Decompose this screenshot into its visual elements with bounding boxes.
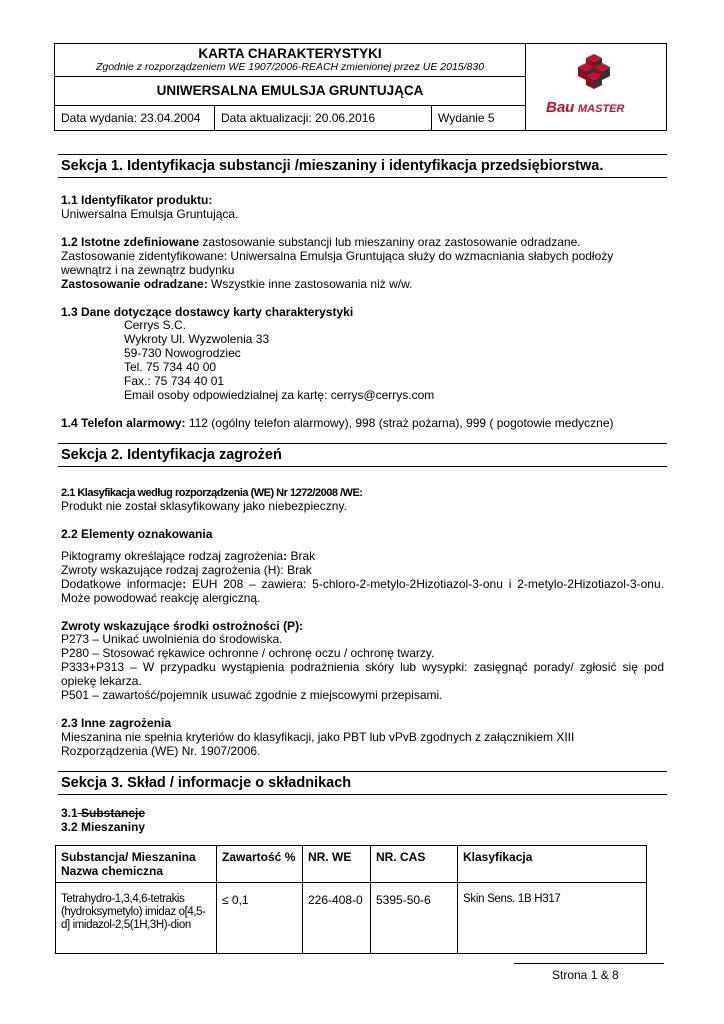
- document-title: KARTA CHARAKTERYSTYKI: [198, 46, 382, 61]
- page-number: Strona 1 & 8: [552, 968, 619, 982]
- s1-2-heading: 1.2 Istotne zdefiniowane: [61, 235, 200, 249]
- cell-substance: Tetrahydro-1,3,4,6-tetrakis (hydroksymetylo) imidaz o[4,5-d] imidazol-2,5(1H,3H)-dion: [56, 883, 217, 954]
- s3-1-struck-label: Substancje: [77, 806, 146, 820]
- logo-master-text: MASTER: [578, 103, 625, 115]
- supplier-phone: Tel. 75 734 40 00: [124, 360, 217, 374]
- th-substance: Substancja/ Mieszanina Nazwa chemiczna: [56, 846, 217, 883]
- s2-3-text: Mieszanina nie spełnia kryteriów do klasyfikacji, jako PBT lub vPvB zgodnych z załącznikiem XIII Rozporządzenia (WE) Nr. 1907/2006.: [61, 730, 575, 758]
- header-dates-row: [55, 106, 525, 130]
- baumaster-logo: [526, 44, 666, 130]
- regulation-subtitle: Zgodnie z rozporządzeniem WE 1907/2006-REACH zmienionej przez UE 2015/830: [95, 61, 485, 73]
- s1-2-discouraged-heading: Zastosowanie odradzane:: [61, 277, 208, 291]
- baumaster-cubes-icon: [526, 44, 666, 130]
- s1-1-heading: 1.1 Identyfikator produktu:: [61, 193, 213, 207]
- additional-info-value: EUH 208 – zawiera: 5-chloro-2-metylo-2Hizotiazol-3-onu i 2-metylo-2Hizotiazol-3-onu. Może powodować reakcję alergiczną.: [61, 577, 664, 605]
- s2-1-text: Produkt nie został sklasyfikowany jako niebezpieczny.: [61, 499, 347, 513]
- supplier-fax: Fax.: 75 734 40 01: [124, 374, 225, 388]
- cell-content: ≤ 0,1: [217, 883, 303, 954]
- p333-p313-statement: P333+P313 – W przypadku wystąpienia podrażnienia skóry lub wysypki: zasięgnąć porady/ zgłosić się pod opiekę lekarza.: [61, 660, 664, 688]
- cell-cas-number: 5395-50-6: [371, 883, 458, 954]
- edition: Wydanie 5: [438, 111, 495, 125]
- s1-2-text: zastosowanie substancji lub mieszaniny oraz zastosowanie odradzane.: [199, 235, 581, 249]
- cell-classification: Skin Sens. 1B H317: [458, 883, 647, 954]
- th-content: Zawartość %: [217, 846, 303, 883]
- document-header: [54, 43, 667, 131]
- p273-statement: P273 – Unikać uwolnienia do środowiska.: [61, 632, 283, 646]
- s2-2-heading: 2.2 Elementy oznakowania: [61, 527, 213, 541]
- th-classification: Klasyfikacja: [458, 846, 647, 883]
- additional-info-line: Dodatkowe informacje: EUH 208 – zawiera: 5-chloro-2-metylo-2Hizotiazol-3-onu i 2-metylo-2Hizotiazol-3-onu. Może powodować reakcję alergiczną.: [61, 577, 664, 605]
- s2-3-heading: 2.3 Inne zagrożenia: [61, 716, 172, 730]
- hazard-statements: Zwroty wskazujące rodzaj zagrożenia (H): Brak: [61, 563, 312, 577]
- footer-divider: [514, 963, 664, 964]
- pictograms-line: Piktogramy określające rodzaj zagrożenia: Brak: [61, 549, 316, 563]
- th-ec-number: NR. WE: [303, 846, 371, 883]
- logo-bau-text: Bau: [546, 99, 575, 116]
- section-3-title: Sekcja 3. Skład / informacje o składnikach: [58, 771, 667, 795]
- s3-1-number: 3.1: [61, 806, 78, 820]
- section-2-title: Sekcja 2. Identyfikacja zagrożeń: [58, 443, 667, 467]
- update-date: Data aktualizacji: 20.06.2016: [215, 106, 432, 130]
- s3-1-heading: [61, 806, 664, 820]
- issue-date: Data wydania: 23.04.2004: [55, 106, 215, 130]
- pictograms-value: Brak: [287, 549, 316, 563]
- section-1-title: Sekcja 1. Identyfikacja substancji /mieszaniny i identyfikacja przedsiębiorstwa.: [58, 154, 667, 178]
- s1-2-identified-use-cont: wewnątrz i na zewnątrz budynku: [61, 263, 235, 277]
- s3-2-heading: 3.2 Mieszaniny: [61, 820, 146, 834]
- s2-1-heading: 2.1 Klasyfikacja według rozporządzenia (WE) Nr 1272/2008 /WE:: [61, 487, 363, 499]
- s1-2-discouraged-line: [61, 277, 664, 291]
- supplier-email: Email osoby odpowiedzialnej za kartę: cerrys@cerrys.com: [124, 388, 435, 402]
- p501-statement: P501 – zawartość/pojemnik usuwać zgodnie z miejscowymi przepisami.: [61, 688, 443, 702]
- supplier-postal: 59-730 Nowogrodziec: [124, 346, 241, 360]
- th-cas-number: NR. CAS: [371, 846, 458, 883]
- s1-3-heading: 1.3 Dane dotyczące dostawcy karty charakterystyki: [61, 305, 354, 319]
- mixture-table: [55, 845, 647, 954]
- s1-4-heading: 1.4 Telefon alarmowy:: [61, 416, 186, 430]
- precautionary-heading: Zwroty wskazujące środki ostrożności (P):: [61, 619, 304, 633]
- s1-4-text: 112 (ogólny telefon alarmowy), 998 (straż pożarna), 999 ( pogotowie medyczne): [185, 416, 614, 430]
- product-name: UNIWERSALNA EMULSJA GRUNTUJĄCA: [55, 77, 525, 106]
- p280-statement: P280 – Stosować rękawice ochronne / ochronę oczu / ochronę twarzy.: [61, 646, 435, 660]
- table-row: [56, 883, 647, 954]
- s1-4-line: [61, 416, 664, 430]
- s1-2-line: [61, 235, 664, 249]
- header-title-row: [55, 44, 525, 77]
- s1-2-discouraged-text: Wszystkie inne zastosowania niż w/w.: [207, 277, 413, 291]
- table-header-row: [56, 846, 647, 883]
- header-text-area: [55, 44, 526, 130]
- pictograms-label: Piktogramy określające rodzaj zagrożenia: [61, 549, 284, 563]
- s1-2-identified-use: Zastosowanie zidentyfikowane: Uniwersalna Emulsja Gruntująca służy do wzmacniania słabych podłoży: [61, 249, 614, 263]
- cell-ec-number: 226-408-0: [303, 883, 371, 954]
- supplier-name: Cerrys S.C.: [124, 318, 187, 332]
- additional-info-label: Dodatkowe informacje: [61, 577, 183, 591]
- supplier-address: Wykroty Ul. Wyzwolenia 33: [124, 332, 270, 346]
- s1-1-text: Uniwersalna Emulsja Gruntująca.: [61, 207, 239, 221]
